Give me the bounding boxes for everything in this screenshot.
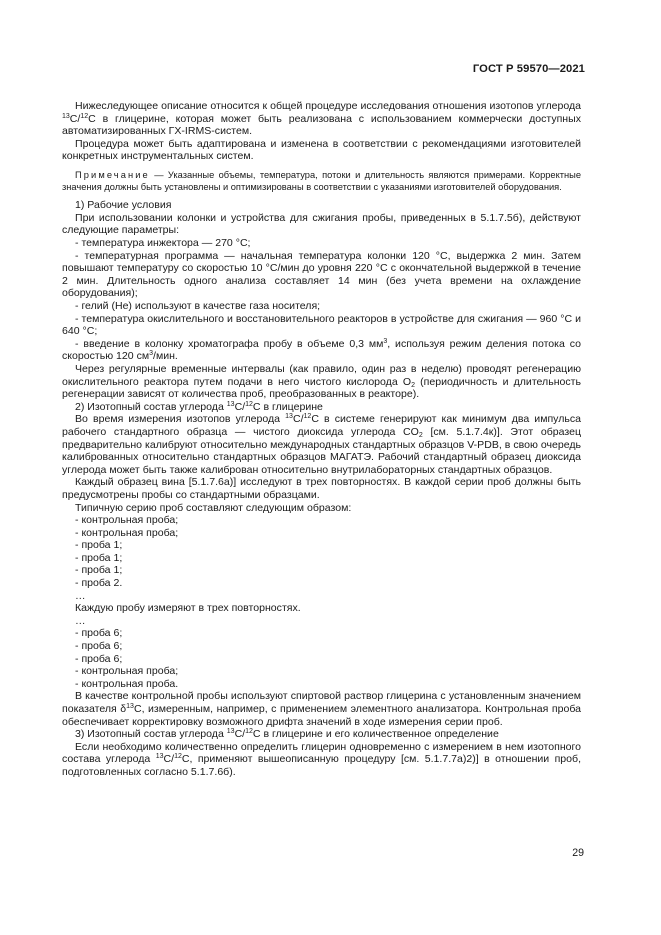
section-2-title: 2) Изотопный состав углерода $^{13}$C/$^{12}$C в глицерине xyxy=(75,400,323,413)
list-item: - контрольная проба; xyxy=(75,514,179,527)
document-body xyxy=(62,100,581,779)
section-2-paragraph-2: Каждый образец вина [5.1.7.6а)] исследуют в трех повторностях. В каждой серии проб должны быть предусмотрены пробы со стандартными образцами. xyxy=(62,476,581,501)
param-temp-program: - температурная программа — начальная температура колонки 120 °С, выдержка 2 мин. Затем повышают температуру со скоростью 10 °С/мин до уровня 220 °С с окончательной выдержкой в течение 2 мин. Длительность одного анализа составляет 14 мин (без учета времени на охлаждение оборудования); xyxy=(62,249,581,300)
param-reactor-temp: - температура окислительного и восстановительного реакторов в устройстве для сжигания — 960 °С и 640 °С; xyxy=(62,312,581,338)
regeneration-paragraph: Через регулярные временные интервалы (как правило, один раз в неделю) проводят регенерацию окислительного реактора путем подачи в него чистого кислорода $O_2$ (периодичность и длительность регенерации зависят от количества проб, преобразованных в реакторе). xyxy=(62,362,581,401)
list-item: - проба 2. xyxy=(75,577,123,590)
list-item: - проба 6; xyxy=(75,640,123,653)
intro-paragraph-1: Нижеследующее описание относится к общей процедуре исследования отношения изотопов углерода $^{13}$C/$^{12}$C в глицерине, которая может быть реализована с использованием коммерчески доступных автоматизированных ГХ-IRMS-систем. xyxy=(62,100,581,138)
section-2-paragraph-4: Каждую пробу измеряют в трех повторностях. xyxy=(75,602,301,615)
section-1-title: 1) Рабочие условия xyxy=(75,199,172,212)
list-item: - проба 1; xyxy=(75,551,123,564)
section-3-title: 3) Изотопный состав углерода $^{13}$C/$^{12}$C в глицерине и его количественное определение xyxy=(75,728,499,741)
section-1-intro: При использовании колонки и устройства для сжигания пробы, приведенных в 5.1.7.5б), действуют следующие параметры: xyxy=(62,211,581,237)
param-injection-volume: - введение в колонку хроматографа пробу в объеме 0,3 $мм^3$, используя режим деления потока со скоростью 120 $см^3$/мин. xyxy=(62,337,581,363)
list-item: … xyxy=(75,589,86,602)
list-item: - контрольная проба; xyxy=(75,665,179,678)
section-2-paragraph-5: В качестве контрольной пробы используют спиртовой раствор глицерина с установленным значением показателя $\delta^{13}C$, измеренным, например, с применением элементного анализатора. Контрольная проба обеспечивает корректировку возможного дрифта значений в ходе измерения серии проб. xyxy=(62,690,581,728)
sample-series-list xyxy=(62,514,581,602)
page-number: 29 xyxy=(572,847,584,859)
sample-series-list-2 xyxy=(62,615,581,691)
section-2-paragraph-1: Во время измерения изотопов углерода $^{13}$C/$^{12}$C в системе генерируют как минимум два импульса рабочего стандартного образца — чистого диоксида углерода $CO_2$ [см. 5.1.7.4к)]. Этот образец предварительно калибруют относительно международных стандартных образцов V-PDB, в свою очередь калиброванных относительно стандартных образцов МАГАТЭ. Рабочий стандартный образец диоксида углерода может быть также калиброван относительно внутрилабораторных стандартных образцов. xyxy=(62,413,581,476)
list-item: - проба 6; xyxy=(75,627,123,640)
list-item: - проба 6; xyxy=(75,652,123,665)
note-paragraph: Примечание — Указанные объемы, температура, потоки и длительность являются примерами. Корректные значения должны быть установлены и оптимизированы в соответствии с указаниями изготовителей оборудования. xyxy=(62,170,581,192)
param-injector-temp: - температура инжектора — 270 °С; xyxy=(75,237,251,250)
document-id-header: ГОСТ Р 59570—2021 xyxy=(472,63,585,75)
list-item: - проба 1; xyxy=(75,564,123,577)
list-item: - контрольная проба. xyxy=(75,677,179,690)
section-2-paragraph-3: Типичную серию проб составляют следующим образом: xyxy=(75,501,352,514)
note-label: Примечание xyxy=(75,170,150,181)
list-item: - контрольная проба; xyxy=(75,526,179,539)
list-item: … xyxy=(75,614,86,627)
param-carrier-gas: - гелий (Не) используют в качестве газа носителя; xyxy=(75,300,321,312)
intro-paragraph-2: Процедура может быть адаптирована и изменена в соответствии с рекомендациями изготовителей конкретных инструментальных систем. xyxy=(62,137,581,163)
section-3-paragraph-1: Если необходимо количественно определить глицерин одновременно с измерением в нем изотопного состава углерода $^{13}$C/$^{12}$C, применяют вышеописанную процедуру [см. 5.1.7.7а)2)] в отношении проб, подготовленных согласно 5.1.7.6б). xyxy=(62,740,581,778)
list-item: - проба 1; xyxy=(75,539,123,552)
